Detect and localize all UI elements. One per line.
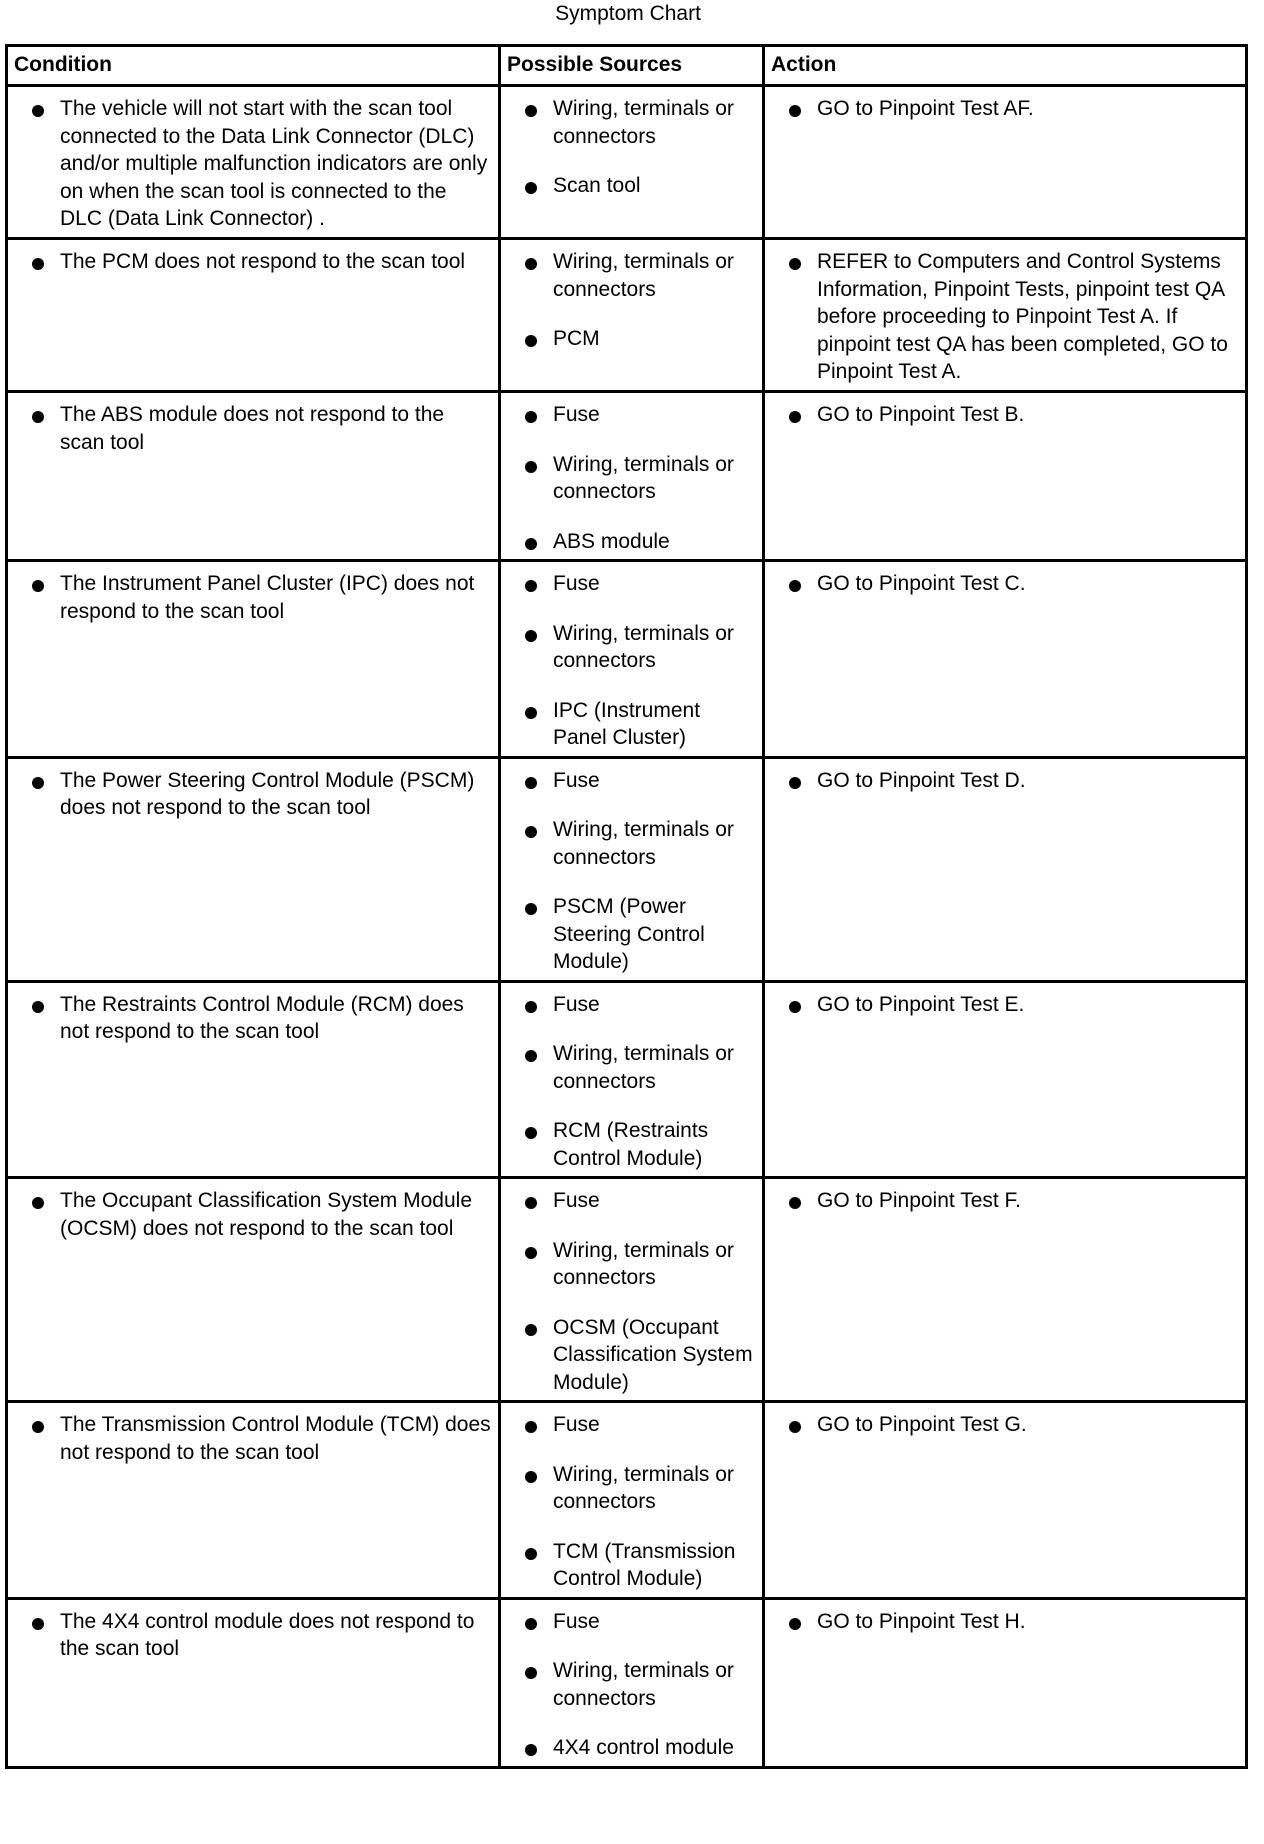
condition-text: The 4X4 control module does not respond to the scan tool (26, 1608, 492, 1663)
source-item: Wiring, terminals or connectors (519, 1040, 756, 1095)
source-item: ABS module (519, 528, 756, 556)
sources-cell (500, 561, 764, 758)
action-cell (764, 981, 1247, 1178)
source-item: Wiring, terminals or connectors (519, 1237, 756, 1292)
source-item: PSCM (Power Steering Control Module) (519, 893, 756, 976)
source-item: PCM (519, 325, 756, 353)
source-item: Wiring, terminals or connectors (519, 816, 756, 871)
action-text: GO to Pinpoint Test H. (783, 1608, 1239, 1636)
source-item: Fuse (519, 1187, 756, 1215)
source-item: Wiring, terminals or connectors (519, 620, 756, 675)
condition-cell (7, 1402, 500, 1599)
condition-cell (7, 1178, 500, 1402)
sources-cell (500, 981, 764, 1178)
action-text-part: , pinpoint test QA before proceeding to Pinpoint Test A. If pinpoint test QA has been completed, GO to Pinpoint Test A. (817, 277, 1228, 383)
condition-text: The Transmission Control Module (TCM) does not respond to the scan tool (26, 1411, 492, 1466)
pinpoint-tests-link[interactable]: Pinpoint Tests (933, 277, 1065, 301)
sources-cell (500, 1402, 764, 1599)
condition-text: The Occupant Classification System Module (OCSM) does not respond to the scan tool (26, 1187, 492, 1242)
condition-cell (7, 757, 500, 981)
action-text: GO to Pinpoint Test D. (783, 767, 1239, 795)
condition-text: The vehicle will not start with the scan tool connected to the Data Link Connector (DLC) and/or multiple malfunction indicators are only on when the scan tool is connected to the DLC (Data Link Connector) . (26, 95, 492, 233)
table-row (7, 1402, 1247, 1599)
condition-header: Condition (7, 46, 500, 86)
sources-cell (500, 757, 764, 981)
table-row (7, 561, 1247, 758)
sources-cell (500, 239, 764, 392)
header-row (7, 46, 1247, 86)
condition-text: The PCM does not respond to the scan tool (26, 248, 492, 276)
source-item: Fuse (519, 767, 756, 795)
condition-cell (7, 86, 500, 239)
sources-cell (500, 86, 764, 239)
condition-cell (7, 1598, 500, 1767)
source-item: Scan tool (519, 172, 756, 200)
action-text: GO to Pinpoint Test E. (783, 991, 1239, 1019)
condition-cell (7, 239, 500, 392)
table-row (7, 392, 1247, 561)
action-cell (764, 561, 1247, 758)
condition-cell (7, 392, 500, 561)
table-row (7, 1178, 1247, 1402)
page-title: Symptom Chart (555, 2, 701, 25)
condition-text: The Power Steering Control Module (PSCM) does not respond to the scan tool (26, 767, 492, 822)
action-text: GO to Pinpoint Test AF. (783, 95, 1239, 123)
action-cell (764, 239, 1247, 392)
condition-text: The ABS module does not respond to the scan tool (26, 401, 492, 456)
table-row (7, 86, 1247, 239)
symptom-chart-table (5, 44, 1248, 1769)
action-cell (764, 1598, 1247, 1767)
sources-cell (500, 1598, 764, 1767)
source-item: TCM (Transmission Control Module) (519, 1538, 756, 1593)
condition-text: The Restraints Control Module (RCM) does not respond to the scan tool (26, 991, 492, 1046)
source-item: Wiring, terminals or connectors (519, 248, 756, 303)
action-cell (764, 757, 1247, 981)
action-cell (764, 392, 1247, 561)
action-cell (764, 86, 1247, 239)
sources-cell (500, 392, 764, 561)
source-item: OCSM (Occupant Classification System Module) (519, 1314, 756, 1397)
action-cell (764, 1402, 1247, 1599)
table-row (7, 757, 1247, 981)
source-item: Fuse (519, 991, 756, 1019)
action-text: GO to Pinpoint Test B. (783, 401, 1239, 429)
source-item: IPC (Instrument Panel Cluster) (519, 697, 756, 752)
action-text: GO to Pinpoint Test C. (783, 570, 1239, 598)
table-row (7, 239, 1247, 392)
source-item: 4X4 control module (519, 1734, 756, 1762)
source-item: Fuse (519, 1411, 756, 1439)
condition-cell (7, 561, 500, 758)
source-item: RCM (Restraints Control Module) (519, 1117, 756, 1172)
table-row (7, 1598, 1247, 1767)
source-item: Wiring, terminals or connectors (519, 1461, 756, 1516)
source-item: Wiring, terminals or connectors (519, 95, 756, 150)
action-text: GO to Pinpoint Test G. (783, 1411, 1239, 1439)
action-cell (764, 1178, 1247, 1402)
possible-sources-header: Possible Sources (500, 46, 764, 86)
table-row (7, 981, 1247, 1178)
source-item: Wiring, terminals or connectors (519, 1657, 756, 1712)
sources-cell (500, 1178, 764, 1402)
source-item: Fuse (519, 1608, 756, 1636)
action-header: Action (764, 46, 1247, 86)
action-text-part: REFER to Computers and Control Systems Information, (817, 250, 1221, 301)
action-text: GO to Pinpoint Test F. (783, 1187, 1239, 1215)
condition-cell (7, 981, 500, 1178)
source-item: Fuse (519, 570, 756, 598)
condition-text: The Instrument Panel Cluster (IPC) does not respond to the scan tool (26, 570, 492, 625)
action-text (783, 248, 1239, 386)
source-item: Wiring, terminals or connectors (519, 451, 756, 506)
source-item: Fuse (519, 401, 756, 429)
